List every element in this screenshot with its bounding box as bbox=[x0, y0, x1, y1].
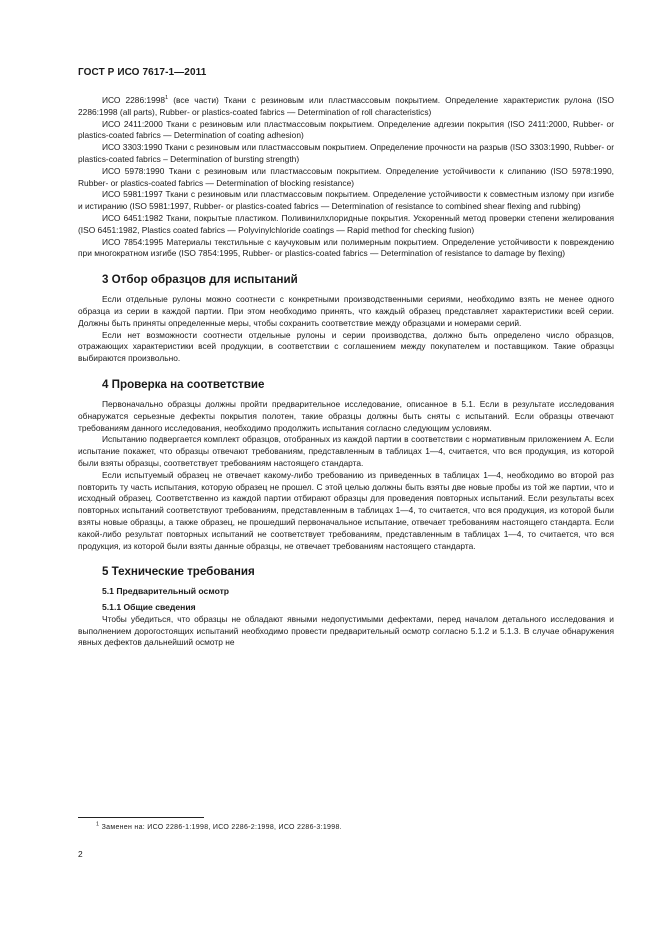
paragraph: Первоначально образцы должны пройти предварительное исследование, описанное в 5.1. Если в результате исследования обнаружатся серьезные дефекты покрытия полотен, такие образцы должны быть сняты с испытаний. Если образцы отвечают требованиям данного исследования, необходимо продолжить испытания согласно следующим условиям. bbox=[78, 398, 614, 433]
paragraph: Испытанию подвергается комплект образцов, отобранных из каждой партии в соответствии с нормативным приложением А. Если испытание покажет, что образцы отвечают требованиям, представленным в таблицах 1—4, считается, что вся продукция, из которой были взяты образцы, соответствует требованиям настоящего стандарта. bbox=[78, 434, 614, 468]
paragraph: Если испытуемый образец не отвечает какому-либо требованию из приведенных в таблицах 1—4, необходимо во второй раз повторить ту часть испытания, которую образец не прошел. С этой целью должны быть взяты две новые пробы из той же партии, что и исходный образец. Соответственно из каждой партии отбирают образцы для проведения повторных испытаний. Если результаты всех повторных испытаний соответствуют требованиям, представленным в таблицах 1—4, то считается, что вся продукция, из которой были взяты новые образцы, а также образец, не прошедший первоначальное испытание, отвечает требованиям настоящего стандарта. Если какой-либо результат повторных испытаний не соответствует требованиям, представленным в таблицах 1—4, то считается, что вся продукция, из которой были взяты данные образцы, не отвечает требованиям настоящего стандарта. bbox=[78, 469, 614, 551]
footnote-number: 1 bbox=[96, 821, 100, 828]
reference-item: ИСО 2411:2000 Ткани с резиновым или пластмассовым покрытием. Определение адгезии покрытия (ISO 2411:2000, Rubber- or plastics-coated fabrics — Determination of coating adhesion) bbox=[78, 118, 614, 141]
subsection-heading-5-1: 5.1 Предварительный осмотр bbox=[102, 586, 230, 597]
footnote-divider bbox=[78, 817, 204, 818]
section-heading-3: 3 Отбор образцов для испытаний bbox=[102, 273, 298, 287]
section-heading-5: 5 Технические требования bbox=[102, 565, 255, 579]
subsection-heading-5-1-1: 5.1.1 Общие сведения bbox=[102, 602, 196, 613]
paragraph: Если нет возможности соотнести отдельные рулоны и серии производства, должно быть определено число образцов, отражающих характеристики всей продукции, в соответствии с соглашением между покупателем и поставщиком. Такие образцы выбираются произвольно. bbox=[78, 329, 614, 364]
reference-item: ИСО 3303:1990 Ткани с резиновым или пластмассовым покрытием. Определение прочности на разрыв (ISO 3303:1990, Rubber- or plastics-coated fabrics – Determination of bursting strength) bbox=[78, 142, 614, 164]
reference-item: ИСО 5981:1997 Ткани с резиновым или пластмассовым покрытием. Определение устойчивости к совместным излому при изгибе и истиранию (ISO 5981:1997, Rubber- or plastics-coated fabrics — Determination of resistance to combined shear flexing and rubbing) bbox=[78, 189, 614, 212]
document-header: ГОСТ Р ИСО 7617-1—2011 bbox=[78, 67, 207, 78]
page-number: 2 bbox=[78, 849, 83, 859]
reference-item: ИСО 7854:1995 Материалы текстильные с каучуковым или полимерным покрытием. Определение устойчивости к повреждению при многократном изгибе (ISO 7854:1995, Rubber- or plastics-coated fabrics — Determination of resistance to damage by flexing) bbox=[78, 236, 614, 259]
reference-item bbox=[78, 95, 614, 119]
reference-item: ИСО 6451:1982 Ткани, покрытые пластиком. Поливинилхлоридные покрытия. Ускоренный метод проверки степени желирования (ISO 6451:1982, Plastics coated fabrics — Polyvinylchloride coatings — Rapid method for checking fusion) bbox=[78, 212, 614, 235]
reference-text-cont: (все части) Ткани с резиновым или пластмассовым покрытием. Определение характеристик рулона (ISO 2286:1998 (all parts), Rubber- or plastics-coated fabrics — Determination of roll characteristics) bbox=[78, 95, 614, 117]
footnote-text: Заменен на: ИСО 2286-1:1998, ИСО 2286-2:1998, ИСО 2286-3:1998. bbox=[99, 824, 342, 831]
reference-item: ИСО 5978:1990 Ткани с резиновым или пластмассовым покрытием. Определение устойчивости к слипанию (ISO 5978:1990, Rubber- or plastics-coated fabrics — Determination of blocking resistance) bbox=[78, 165, 614, 188]
document-body bbox=[78, 95, 614, 649]
footnote-marker: 1 bbox=[165, 95, 169, 102]
paragraph: Если отдельные рулоны можно соотнести с конкретными производственными сериями, необходимо взять не менее одного образца из серии в каждой партии. При этом необходимо принять, что каждый образец представляет характеристики всей серии. Должны быть приняты определенные меры, чтобы сохранить соответствие между образцами и номерами серий. bbox=[78, 294, 614, 328]
footnote bbox=[96, 823, 342, 833]
reference-text: ИСО 2286:1998 bbox=[102, 95, 166, 105]
paragraph: Чтобы убедиться, что образцы не обладают явными недопустимыми дефектами, перед началом детального исследования и выполнением дорогостоящих испытаний необходимо провести предварительный осмотр согласно 5.1.2 и 5.1.3. В случае обнаружения явных дефектов дальнейший осмотр не bbox=[78, 613, 614, 648]
section-heading-4: 4 Проверка на соответствие bbox=[102, 377, 265, 391]
